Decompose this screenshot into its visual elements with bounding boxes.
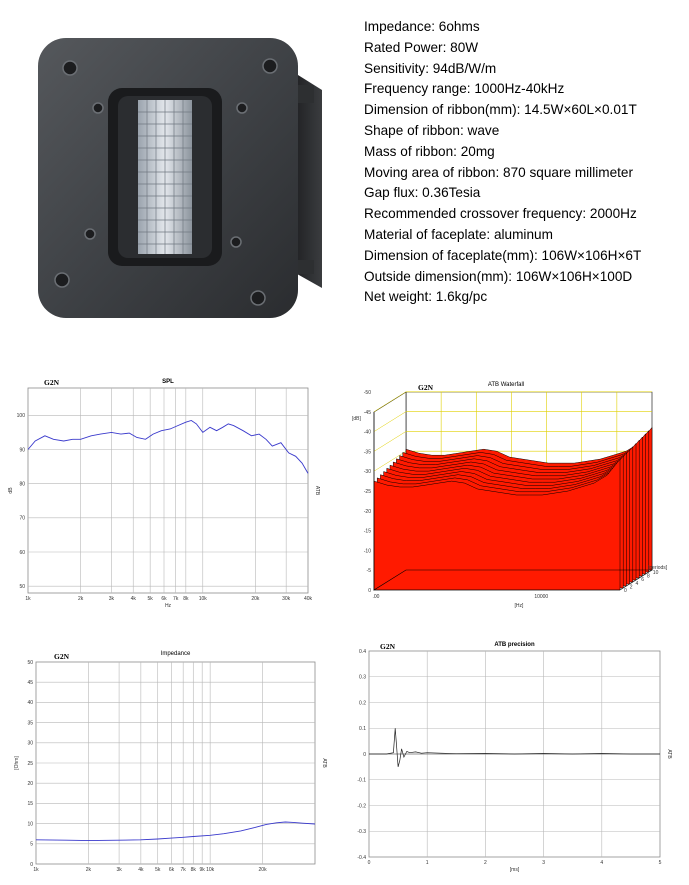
right-side-label: ATB (321, 758, 327, 768)
y-tick-label: 80 (19, 481, 25, 488)
spec-frequency-range: Frequency range: 1000Hz-40kHz (364, 81, 565, 97)
y-axis-label: dB (8, 487, 14, 494)
y-tick-label: 70 (19, 515, 25, 522)
spec-net-weight: Net weight: 1.6kg/pc (364, 289, 488, 305)
x-tick-label: 20k (251, 596, 260, 602)
y-tick-label: -0.4 (357, 854, 366, 861)
x-axis-label: [Hz] (514, 603, 524, 609)
spec-impedance: Impedance: 6ohms (364, 19, 480, 34)
x-tick-label: 5 (658, 860, 662, 866)
y-tick-label: 0.2 (359, 700, 366, 707)
spec-crossover: Recommended crossover frequency: 2000Hz (364, 206, 637, 222)
y-axis-label: [Ohm] (14, 756, 20, 770)
x-tick-label: 4k (130, 596, 136, 602)
spl-chart (8, 374, 318, 614)
x-tick-label: 3k (108, 596, 115, 602)
chart-title: ATB precision (494, 642, 535, 648)
y-tick-label: 15 (27, 801, 33, 808)
x-tick-label: 5k (147, 596, 153, 602)
x-tick-label: 8k (190, 867, 196, 873)
y-tick-label: 10 (27, 821, 33, 828)
chart-title: ATB Waterfall (487, 382, 525, 388)
y-tick-label: -50 (363, 390, 371, 396)
x-tick-label: 6k (161, 596, 167, 602)
ribbon-tweeter-photo (32, 30, 332, 330)
x-tick-label: 7k (180, 867, 186, 873)
y-tick-label: 0 (363, 751, 366, 758)
z-axis-label: [periods] (648, 565, 668, 571)
x-tick-label: 30k (282, 596, 291, 602)
y-axis-label: [dB] (352, 416, 361, 422)
z-tick-label: 10 (652, 570, 659, 576)
z-tick-label: 4 (635, 580, 639, 587)
y-tick-label: 100 (16, 413, 25, 420)
impedance-chart-svg (8, 645, 326, 881)
x-tick-label: 4 (600, 860, 604, 866)
z-tick-label: 6 (641, 577, 645, 584)
z-tick-label: 2 (629, 584, 633, 591)
spec-ribbon-mass: Mass of ribbon: 20mg (364, 143, 495, 159)
x-tick-label: 0 (367, 860, 371, 866)
y-tick-label: 30 (27, 740, 33, 747)
x-tick-label: 10k (206, 867, 215, 873)
spec-list (364, 17, 641, 308)
impedance-chart (8, 645, 326, 881)
y-tick-label: 0 (30, 861, 33, 868)
spec-sensitivity: Sensitivity: 94dB/W/m (364, 60, 497, 76)
x-tick-label: 10000 (534, 594, 549, 600)
x-tick-label: 1 (425, 860, 429, 866)
atb-precision-chart-svg (348, 635, 674, 881)
brand-label: G2N (380, 642, 395, 651)
y-tick-label: 25 (27, 760, 33, 767)
brand-label: G2N (54, 652, 69, 661)
x-tick-label: 7k (173, 596, 179, 602)
spec-ribbon-shape: Shape of ribbon: wave (364, 122, 500, 138)
y-tick-label: -40 (363, 429, 371, 436)
brand-label: G2N (44, 378, 59, 387)
x-tick-label: 4k (138, 867, 144, 873)
x-tick-label: 8k (183, 596, 189, 602)
x-tick-label: 20k (258, 867, 267, 873)
y-tick-label: -5 (366, 568, 371, 575)
brand-label: G2N (418, 383, 433, 392)
chart-title: SPL (162, 379, 174, 385)
y-tick-label: 45 (27, 680, 33, 686)
chart-title: Impedance (160, 651, 191, 657)
y-tick-label: -45 (363, 409, 371, 416)
y-tick-label: 60 (19, 549, 25, 556)
x-tick-label: 6k (168, 867, 175, 873)
x-tick-label: 9k (199, 867, 205, 873)
x-tick-label: 2k (85, 867, 92, 873)
x-tick-label: 3 (542, 860, 545, 866)
right-side-label: ATB (666, 749, 672, 759)
x-tick-label: 1k (25, 596, 31, 602)
x-tick-label: 1k (33, 867, 39, 873)
x-tick-label: 2 (484, 860, 487, 866)
x-tick-label: 40k (303, 596, 313, 602)
atb-precision-chart (348, 635, 674, 881)
y-tick-label: 50 (27, 659, 33, 666)
spec-moving-area: Moving area of ribbon: 870 square millimeter (364, 164, 633, 180)
x-tick-label: 2k (77, 596, 84, 602)
spec-faceplate-material: Material of faceplate: aluminum (364, 226, 553, 242)
y-tick-label: -0.2 (357, 803, 366, 810)
spec-outside-dimension: Outside dimension(mm): 106W×106H×100D (364, 268, 633, 284)
spec-rated-power: Rated Power: 80W (364, 39, 479, 55)
y-tick-label: 20 (27, 781, 33, 787)
right-side-label: ATB (314, 485, 320, 496)
y-tick-label: -0.3 (357, 829, 366, 836)
y-tick-label: -35 (363, 449, 371, 456)
y-tick-label: -25 (363, 489, 371, 495)
spec-gap-flux: Gap flux: 0.36Tesia (364, 185, 481, 201)
y-tick-label: -10 (363, 548, 371, 555)
y-tick-label: 5 (30, 841, 33, 848)
x-axis-label: Hz (164, 603, 172, 609)
y-tick-label: -20 (363, 508, 371, 515)
y-tick-label: -30 (363, 469, 371, 476)
y-tick-label: 90 (19, 447, 25, 454)
x-tick-label: .00 (372, 594, 380, 600)
y-tick-label: 0 (368, 588, 371, 594)
y-tick-label: 0.3 (359, 674, 366, 681)
spec-ribbon-dimension: Dimension of ribbon(mm): 14.5W×60L×0.01T (364, 102, 637, 118)
y-tick-label: 0.1 (359, 726, 366, 733)
spl-chart-svg (8, 374, 318, 614)
plot-frame (28, 388, 308, 593)
x-tick-label: 3k (116, 867, 122, 873)
spec-faceplate-dimension: Dimension of faceplate(mm): 106W×106H×6T (364, 247, 642, 263)
waterfall-chart-svg (348, 378, 668, 614)
y-tick-label: -15 (363, 528, 371, 535)
y-tick-label: 50 (19, 583, 25, 590)
x-axis-label: [ms] (509, 867, 520, 873)
waterfall-chart (348, 378, 668, 614)
z-tick-label: 8 (647, 573, 650, 580)
x-tick-label: 10k (198, 596, 207, 602)
y-tick-label: 40 (27, 700, 33, 707)
y-tick-label: -0.1 (357, 777, 366, 784)
y-tick-label: 0.4 (359, 648, 366, 655)
y-tick-label: 35 (27, 720, 33, 727)
x-tick-label: 5k (155, 867, 161, 873)
z-tick-label: 0 (624, 588, 627, 594)
